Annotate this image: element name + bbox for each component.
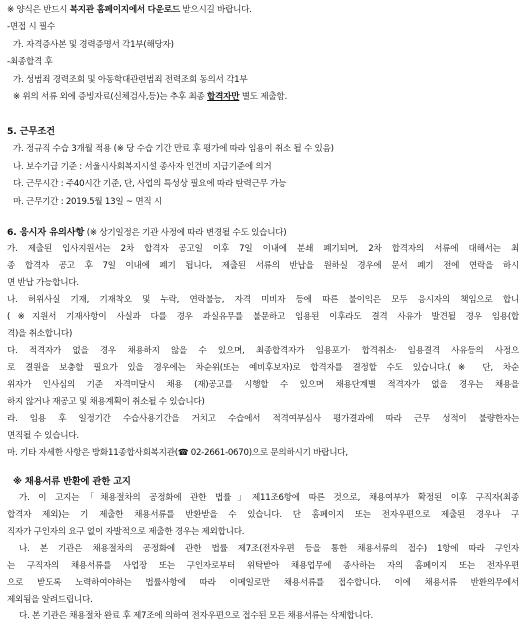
document-return-line: 다. 본 기관은 채용절차 완료 후 제7조에 의하여 전자우편으로 접수된 모든 채용서류는 삭제합니다. [19,611,373,621]
download-notice-prefix: ※ 양식은 반드시 [7,5,70,15]
section-6-line: 가. 제출된 입사지원서는 2차 합격자 공고일 이후 7일 이내에 분쇄 폐기되며, 2차 합격자의 서류에 대해서는 최 [7,244,519,254]
extra-documents-note [13,90,519,105]
section-6-line: 위자가 인사심의 기준 자격미달시 채용 (재)공고를 시행할 수 있으며 채용단계별 적격자가 없을 경우는 채용을 [7,380,519,390]
section-6-line: (※지원서 기재사항이 사실과 다를 경우 과실유무를 불문하고 임용된 이후라도 결격 사유가 발견될 경우 임용(합 [7,312,519,322]
section-6-title [7,225,519,240]
final-pass-item: 가. 성범죄 경력조회 및 아동학대관련범죄 전력조회 동의서 각1부 [13,75,248,85]
document-return-line: 직자가 구인자의 요구 없이 자발적으로 제출한 경우는 제외합니다. [7,527,245,537]
section-6-line: 하지 않거나 재공고 및 채용계획이 취소될 수 있습니다) [7,397,205,407]
document-return-line: 는 구직자의 채용서류를 사업장 또는 구인자로부터 위탁받아 채용업무에 종사하는 자의 홈페이지 또는 전자우편 [7,561,519,571]
interview-item: 가. 자격증사본 및 경력증명서 각1부(해당자) [13,40,174,50]
document-return-line: 합격자 제외)는 기 제출한 채용서류를 반환받을 수 있습니다. 단 홈페이지 또는 전자우편으로 제출된 경우나 구 [7,510,519,520]
section-6-line: 격)을 취소합니다) [7,329,73,339]
document-return-line: 으로 받도록 노력하여야하는 법률사항에 따라 이메일로만 채용서류를 접수합니다. 이에 채용서류 반환의무에서 [7,578,519,588]
document-return-title: ※ 채용서류 반환에 관한 고지 [13,476,131,487]
section-6-title-bold: 6. 응시자 유의사항 [7,227,85,238]
document-return-line: 제외됨을 알려드립니다. [7,595,93,605]
extra-documents-suffix: 별도 제출함. [239,92,287,102]
section-6-line: 라. 임용 후 일정기간 수습사용기간을 거치고 수습에서 적격여부심사 평가결과에 따라 근무 성적이 불량한자는 [7,414,519,424]
document-return-line: 나. 본 기관은 채용절차의 공정화에 관한 법률 제7조(전자우편 등을 통한 채용서류의 접수) 1항에 따라 구인자 [19,544,519,554]
section-5-item-na: 나. 보수기급 기준 : 서울시사회복지시설 종사자 인건비 지급기준에 의거 [13,162,272,172]
section-6-line: 종 합격자 공고 후 7일 이내에 폐기 됩니다, 제출된 서류의 반납을 원하실 경우에 문서 폐기 전에 연락을 하시 [7,261,519,271]
section-5-item-da: 다. 근무시간 : 주40시간 기준, 단, 사업의 특성상 필요에 따라 탄력근무 가능 [13,179,287,189]
section-5-item-ga: 가. 정규직 수습 3개월 적용 (※ 당 수습 기간 만료 후 평가에 따라 임용이 취소 될 수 있음) [13,144,334,154]
section-6-line: 면직될 수 있습니다. [7,431,79,441]
section-6-line: 다. 적격자가 없을 경우 채용하지 않을 수 있으며, 최종합격자가 임용포기· 합격취소· 임용결격 사유등의 사정으 [7,346,519,356]
download-notice-suffix: 받으시길 바랍니다. [179,5,252,15]
download-notice [7,3,519,18]
section-5-title: 5. 근무조건 [7,126,55,137]
section-6-line: 면 반납 가능합니다. [7,278,79,288]
download-notice-bold: 복지관 홈페이지에서 다운로드 [69,5,180,15]
extra-documents-underline: 합격자만 [207,92,240,102]
final-pass-label: -최종합격 후 [7,57,53,67]
section-6-line: 마. 기타 자세한 사항은 방화11종합사회복지관(☎ 02-2661-0670)으로 문의하시기 바랍니다, [7,448,348,458]
section-6-line: 나. 허위사실 기재, 기재착오 및 누락, 연락불능, 자격 미비자 등에 따른 불이익은 모두 응시자의 책임으로 합니 [7,295,519,305]
document-return-line: 가. 이 고지는「채용절차의 공정화에 관한 법률」제11조6항에 따른 것으로, 채용여부가 확정된 이후 구직자(최종 [19,493,519,503]
interview-label: -면접 시 필수 [7,22,56,32]
section-5-item-ma: 마. 근무기간 : 2019.5월 13일 ~ 면직 시 [13,197,162,207]
section-6-line: 로 결원을 보충할 필요가 있을 경우에는 차순위(또는 예비후보자)로 합격자를 결정할 수도 있습니다.(※ 단, 차순 [7,363,519,373]
extra-documents-prefix: ※ 위의 서류 외에 증빙자료(신체검사,등)는 추후 최종 [13,92,208,102]
section-6-title-note: (※ 상기일정은 기관 사정에 따라 변경될 수도 있습니다) [84,228,287,238]
